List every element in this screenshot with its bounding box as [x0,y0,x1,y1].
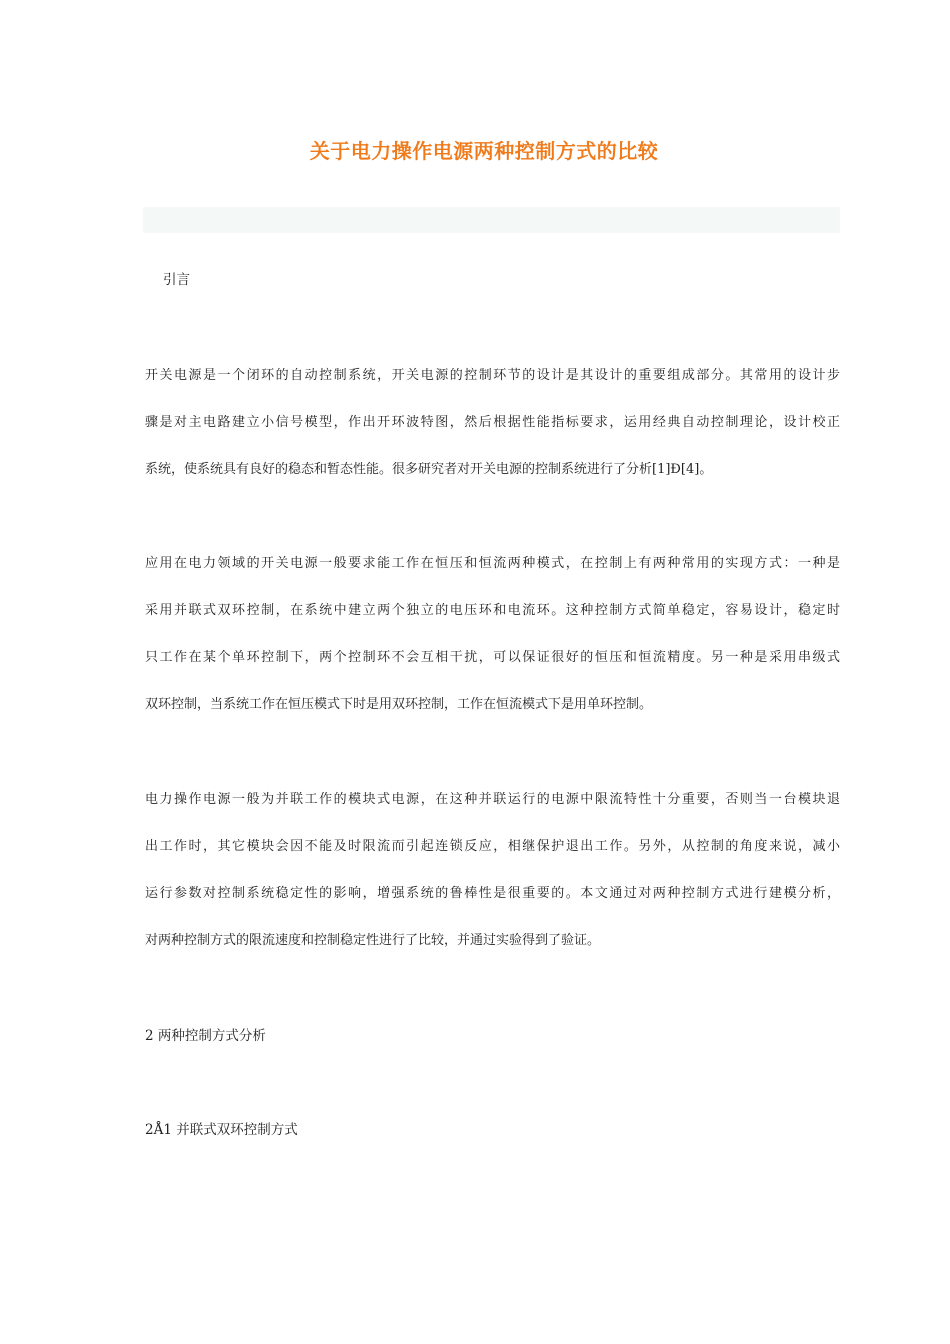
paragraph-line: 采用并联式双环控制，在系统中建立两个独立的电压环和电流环。这种控制方式简单稳定，容易设计，稳定时 [145,603,840,618]
section-heading-intro: 引言 [163,272,190,288]
paragraph-line: 双环控制，当系统工作在恒压模式下时是用双环控制，工作在恒流模式下是用单环控制。 [145,697,653,712]
title-separator-band [143,207,840,233]
paragraph-line: 只工作在某个单环控制下，两个控制环不会互相干扰，可以保证很好的恒压和恒流精度。另一种是采用串级式 [145,650,840,665]
section-heading-2-1: 2Å1 并联式双环控制方式 [145,1122,298,1138]
paragraph-line: 电力操作电源一般为并联工作的模块式电源，在这种并联运行的电源中限流特性十分重要，否则当一台模块退 [145,792,840,807]
paragraph-line: 系统，使系统具有良好的稳态和暂态性能。很多研究者对开关电源的控制系统进行了分析[1]Ð[4]。 [145,462,713,477]
paragraph-line: 开关电源是一个闭环的自动控制系统，开关电源的控制环节的设计是其设计的重要组成部分。其常用的设计步 [145,368,840,383]
paragraph-line: 骤是对主电路建立小信号模型，作出开环波特图，然后根据性能指标要求，运用经典自动控制理论，设计校正 [145,415,840,430]
paragraph-line: 对两种控制方式的限流速度和控制稳定性进行了比较，并通过实验得到了验证。 [145,933,601,948]
paragraph-2 [145,554,840,742]
paragraph-line: 应用在电力领域的开关电源一般要求能工作在恒压和恒流两种模式，在控制上有两种常用的实现方式：一种是 [145,556,840,571]
paragraph-line: 运行参数对控制系统稳定性的影响，增强系统的鲁棒性是很重要的。本文通过对两种控制方式进行建模分析， [145,886,840,901]
paragraph-1 [145,366,840,507]
paragraph-line: 出工作时，其它模块会因不能及时限流而引起连锁反应，相继保护退出工作。另外，从控制的角度来说，减小 [145,839,840,854]
document-title: 关于电力操作电源两种控制方式的比较 [309,139,659,163]
paragraph-3 [145,790,840,978]
section-heading-2: 2 两种控制方式分析 [145,1028,266,1044]
